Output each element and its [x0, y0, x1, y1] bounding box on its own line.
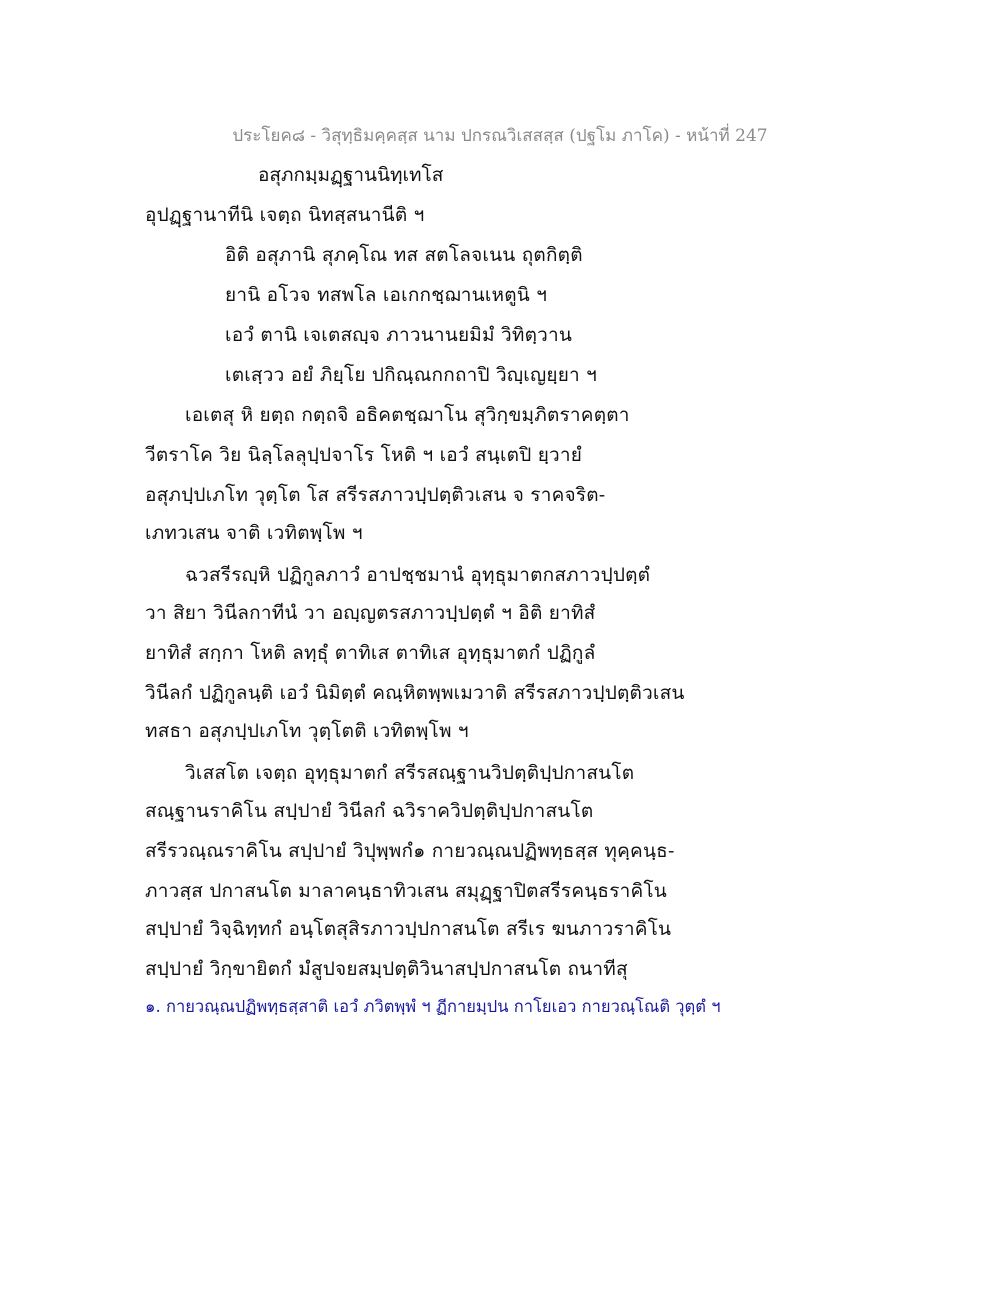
paragraph-line: วินีลกํ ปฏิกูลนฺติ เอวํ นิมิตฺตํ คณฺหิตพฺพเมวาติ สรีรสภาวปฺปตฺติวเสน [145, 682, 685, 704]
verse-line: ยานิ อโวจ ทสพโล เอเกกชฺฌานเหตูนิ ฯ [225, 284, 548, 306]
verse-line: อิติ อสุภานิ สุภคฺโณ ทส สตโลจเนน ถุตกิตฺติ [225, 244, 583, 266]
paragraph-line: วีตราโค วิย นิลฺโลลุปฺปจาโร โหติ ฯ เอวํ สนฺเตปิ ยฺวายํ [145, 444, 583, 466]
paragraph-line: วา สิยา วินีลกาทีนํ วา อญฺญตรสภาวปฺปตฺตํ ฯ อิติ ยาทิสํ [145, 602, 596, 624]
paragraph-line: อสุภปฺปเภโท วุตฺโต โส สรีรสภาวปฺปตฺติวเสน จ ราคจริต- [145, 484, 606, 506]
intro-line: อุปฏฺฐานาทีนิ เจตฺถ นิทสฺสนานีติ ฯ [145, 204, 425, 226]
paragraph-line: สปฺปายํ วิกฺขายิตกํ มํสูปจยสมฺปตฺติวินาสปฺปกาสนโต ถนาทีสุ [145, 958, 628, 980]
paragraph-line: เอเตสุ หิ ยตฺถ กตฺถจิ อธิคตชฺฌาโน สุวิกฺขมฺภิตราคตฺตา [185, 404, 630, 426]
verse-line: เตเสฺวว อยํ ภิยฺโย ปกิณฺณกกถาปิ วิญฺเญยฺยา ฯ [225, 364, 598, 386]
paragraph-line: เภทวเสน จาติ เวทิตพฺโพ ฯ [145, 522, 363, 544]
paragraph-line: วิเสสโต เจตฺถ อุทฺธุมาตกํ สรีรสณฺฐานวิปตฺติปฺปกาสนโต [185, 762, 635, 784]
running-header: ประโยค๘ - วิสุทฺธิมคฺคสฺส นาม ปกรณวิเสสสฺส (ปฐโม ภาโค) - หน้าที่ 247 [232, 126, 768, 146]
paragraph-line: ยาทิสํ สกฺกา โหติ ลทฺธุํ ตาทิเส ตาทิเส อุทฺธุมาตกํ ปฏิกูลํ [145, 642, 596, 664]
paragraph-line: สณฺฐานราคิโน สปฺปายํ วินีลกํ ฉวิราควิปตฺติปฺปกาสนโต [145, 800, 594, 822]
paragraph-line: ฉวสรีรญฺหิ ปฏิกูลภาวํ อาปชฺชมานํ อุทฺธุมาตกสภาวปฺปตฺตํ [185, 564, 651, 586]
paragraph-line: ภาวสฺส ปกาสนโต มาลาคนฺธาทิวเสน สมุฏฺฐาปิตสรีรคนฺธราคิโน [145, 880, 667, 902]
footnote: ๑. กายวณฺณปฏิพทฺธสฺสาติ เอวํ ภวิตพฺพํ ฯ ฏีกายมฺปน กาโยเอว กายวณฺโณติ วุตฺตํ ฯ [145, 997, 721, 1016]
paragraph-line: สรีรวณฺณราคิโน สปฺปายํ วิปุพฺพกํ๑ กายวณฺณปฏิพทฺธสฺส ทุคฺคนฺธ- [145, 840, 675, 862]
section-title: อสุภกมฺมฏฺฐานนิทฺเทโส [258, 164, 444, 186]
paragraph-line: สปฺปายํ วิจฺฉิทฺทกํ อนฺโตสุสิรภาวปฺปกาสนโต สรีเร ฆนภาวราคิโน [145, 918, 672, 940]
paragraph-line: ทสธา อสุภปฺปเภโท วุตฺโตติ เวทิตพฺโพ ฯ [145, 720, 469, 742]
verse-line: เอวํ ตานิ เจเตสญฺจ ภาวนานยมิมํ วิทิตฺวาน [225, 324, 573, 346]
